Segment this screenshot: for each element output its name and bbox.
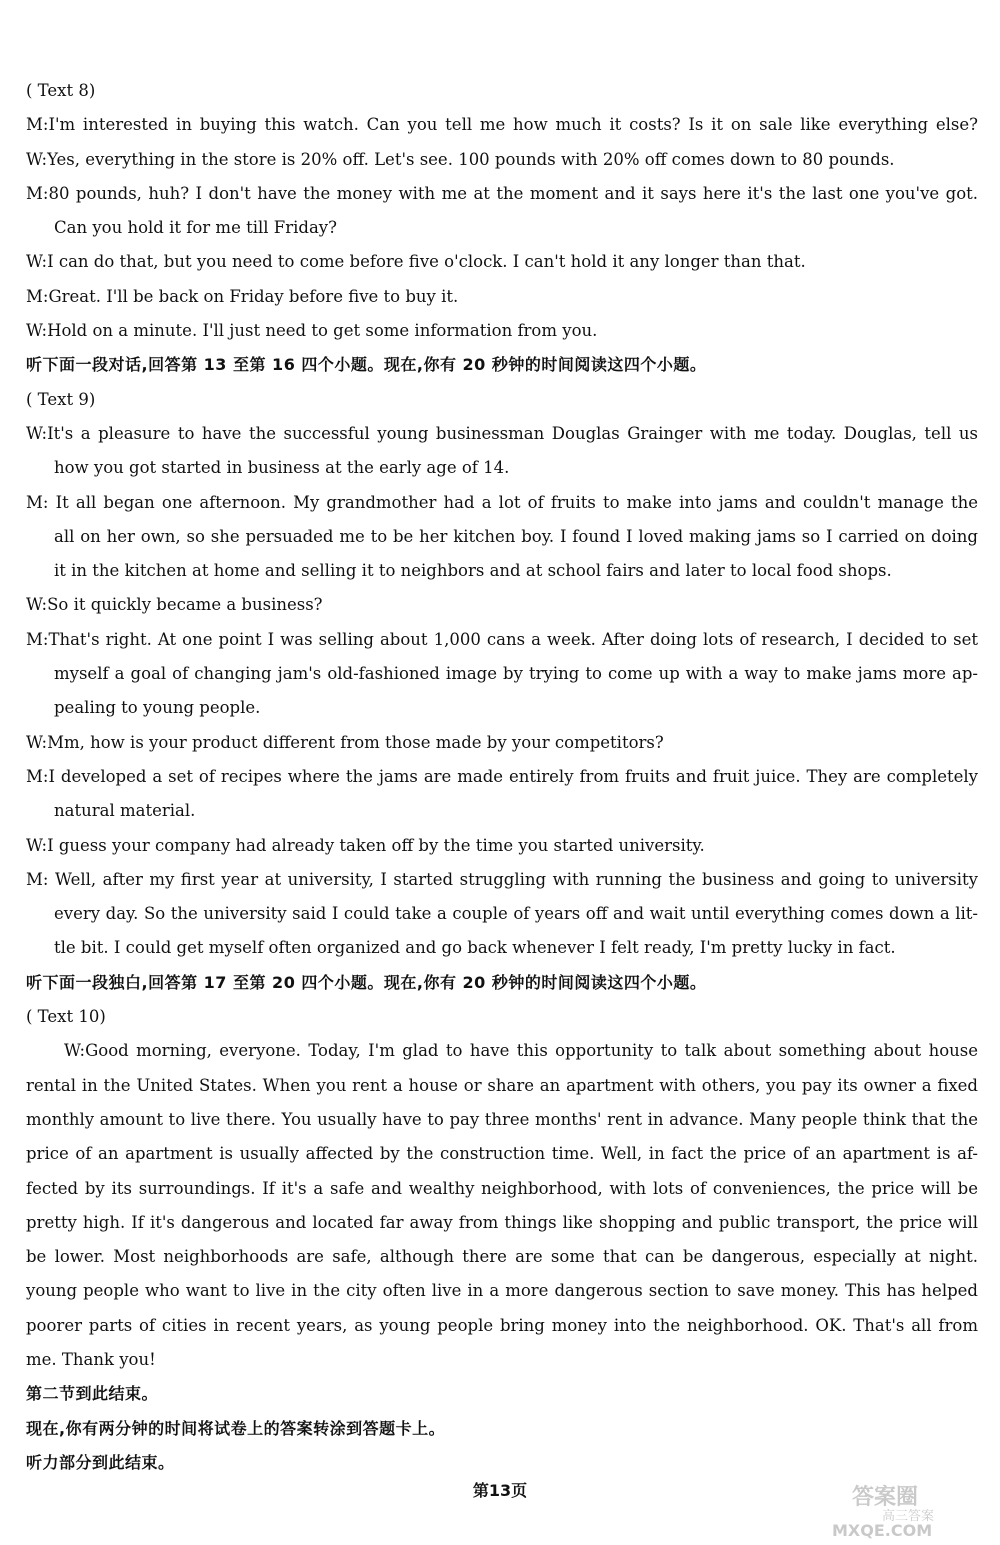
text-line: W:Yes, everything in the store is 20% off. Let's see. 100 pounds with 20% off comes down to 80 pounds.: [26, 149, 895, 169]
text-line: Can you hold it for me till Friday?: [54, 218, 337, 238]
watermark-line2: 高三答案: [882, 1509, 935, 1524]
text-line: it in the kitchen at home and selling it to neighbors and at school fairs and later to local food shops.: [54, 561, 892, 581]
text-line: 听力部分到此结束。: [26, 1452, 175, 1472]
text-line: price of an apartment is usually affected by the construction time. Well, in fact the price of an apartment is af-: [26, 1144, 978, 1164]
text-line: pretty high. If it's dangerous and located far away from things like shopping and public transport, the price will: [26, 1212, 978, 1232]
text-line: me. Thank you!: [26, 1349, 156, 1369]
text-line: rental in the United States. When you rent a house or share an apartment with others, you pay its owner a fixed: [26, 1075, 978, 1095]
text-line: W:Mm, how is your product different from those made by your competitors?: [26, 732, 664, 752]
watermark-logo: [822, 1480, 992, 1540]
text-line: W:So it quickly became a business?: [26, 595, 323, 615]
text-line: monthly amount to live there. You usually have to pay three months' rent in advance. Many people think that the: [26, 1109, 978, 1129]
page-number: 第13页: [472, 1481, 528, 1500]
text-line: M:Great. I'll be back on Friday before five to buy it.: [26, 286, 459, 306]
text-line: ( Text 9): [26, 389, 96, 409]
text-line: ( Text 8): [26, 81, 96, 100]
watermark-line3: MXQE.COM: [832, 1521, 933, 1540]
text-line: poorer parts of cities in recent years, as young people bring money into the neighborhood. OK. That's all from: [26, 1315, 978, 1335]
text-line: every day. So the university said I could take a couple of years off and wait until everything comes down a lit-: [54, 904, 978, 924]
text-line: be lower. Most neighborhoods are safe, although there are some that can be dangerous, especially at night.: [26, 1247, 978, 1267]
text-line: 听下面一段对话,回答第 13 至第 16 四个小题。现在,你有 20 秒钟的时间阅读这四个小题。: [26, 355, 707, 375]
watermark-line1: 答案圈: [852, 1485, 919, 1510]
text-line: M: It all began one afternoon. My grandmother had a lot of fruits to make into jams and couldn't manage the: [26, 492, 978, 512]
text-line: natural material.: [54, 801, 196, 821]
text-line: tle bit. I could get myself often organized and go back whenever I felt ready, I'm pretty lucky in fact.: [54, 938, 896, 958]
text-line: M:I'm interested in buying this watch. Can you tell me how much it costs? Is it on sale like everything else?: [26, 115, 978, 135]
text-line: W:Good morning, everyone. Today, I'm glad to have this opportunity to talk about something about house: [64, 1041, 978, 1061]
text-line: 现在,你有两分钟的时间将试卷上的答案转涂到答题卡上。: [26, 1418, 446, 1438]
text-line: ( Text 10): [26, 1007, 106, 1027]
text-line: young people who want to live in the city often live in a more dangerous section to save money. This has helped: [26, 1281, 978, 1301]
text-line: pealing to young people.: [54, 698, 261, 718]
text-line: W:It's a pleasure to have the successful young businessman Douglas Grainger with me today. Douglas, tell us: [26, 423, 978, 443]
text-line: W:I guess your company had already taken off by the time you started university.: [26, 835, 705, 855]
text-line: all on her own, so she persuaded me to be her kitchen boy. I found I loved making jams so I carried on doing: [54, 526, 978, 546]
text-line: M:I developed a set of recipes where the jams are made entirely from fruits and fruit juice. They are completely: [26, 766, 978, 786]
text-line: 听下面一段独白,回答第 17 至第 20 四个小题。现在,你有 20 秒钟的时间阅读这四个小题。: [26, 972, 707, 992]
text-line: M: Well, after my first year at university, I started struggling with running the business and going to university: [26, 869, 978, 889]
text-line: M:That's right. At one point I was selling about 1,000 cans a week. After doing lots of research, I decided to set: [26, 629, 978, 649]
document-body: [26, 74, 978, 1480]
text-line: W:I can do that, but you need to come before five o'clock. I can't hold it any longer than that.: [26, 252, 806, 272]
text-line: 第二节到此结束。: [26, 1384, 159, 1404]
text-line: how you got started in business at the early age of 14.: [54, 458, 510, 478]
text-line: myself a goal of changing jam's old-fashioned image by trying to come up with a way to make jams more ap-: [54, 664, 978, 684]
text-line: M:80 pounds, huh? I don't have the money with me at the moment and it says here it's the last one you've got.: [26, 183, 978, 203]
text-line: W:Hold on a minute. I'll just need to get some information from you.: [26, 321, 598, 341]
text-line: fected by its surroundings. If it's a safe and wealthy neighborhood, with lots of conveniences, the price will be: [26, 1178, 978, 1198]
